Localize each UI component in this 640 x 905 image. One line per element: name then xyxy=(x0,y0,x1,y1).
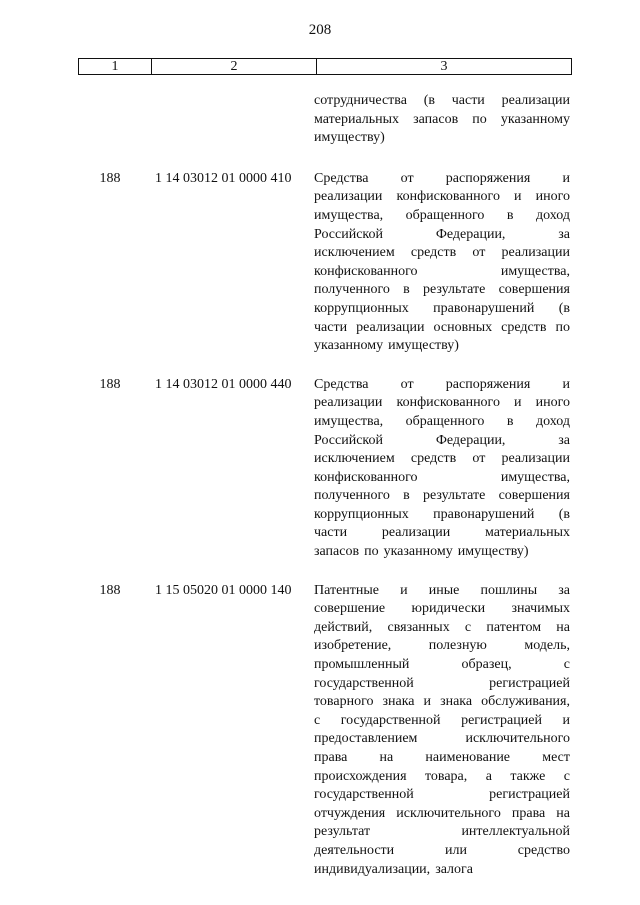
budget-code-cell: 1 14 03012 01 0000 410 xyxy=(155,170,292,186)
description-line: результат интеллектуальной xyxy=(314,824,570,840)
table-body xyxy=(0,92,640,899)
description-line: Российской Федерации, за xyxy=(314,226,570,242)
description-line: конфискованного имущества, xyxy=(314,263,570,279)
description-line: исключением средств от реализации xyxy=(314,451,570,467)
description-line: имущества, обращенного в доход xyxy=(314,207,570,223)
description-line: коррупционных правонарушений (в xyxy=(314,300,570,316)
description-line: промышленный образец, с xyxy=(314,657,570,673)
description-line: с государственной регистрацией и xyxy=(314,712,570,728)
budget-code-cell: 1 14 03012 01 0000 440 xyxy=(155,376,292,392)
table-row xyxy=(0,92,640,148)
description-line: реализации конфискованного и иного xyxy=(314,189,570,205)
description-line: запасов по указанному имуществу) xyxy=(314,544,529,560)
admin-code-cell: 188 xyxy=(99,376,121,392)
description-line: части реализации основных средств по xyxy=(314,319,570,335)
description-line: деятельности или средство xyxy=(314,842,570,858)
table-row xyxy=(0,582,640,880)
description-cell xyxy=(314,582,570,880)
description-line: материальных запасов по указанному xyxy=(314,111,570,127)
description-cell xyxy=(314,170,570,356)
description-line: коррупционных правонарушений (в xyxy=(314,506,570,522)
column-header-3: 3 xyxy=(440,59,448,74)
table-row xyxy=(0,376,640,562)
column-header-2: 2 xyxy=(152,59,317,74)
column-header-1: 1 xyxy=(79,59,152,74)
table-row xyxy=(0,170,640,356)
description-line: части реализации материальных xyxy=(314,525,570,541)
description-line: совершение юридически значимых xyxy=(314,601,570,617)
description-line: происхождения товара, а также с xyxy=(314,768,570,784)
description-line: конфискованного имущества, xyxy=(314,469,570,485)
description-cell xyxy=(314,92,570,148)
description-line: реализации конфискованного и иного xyxy=(314,395,570,411)
description-line: исключением средств от реализации xyxy=(314,245,570,261)
column-header-row xyxy=(78,58,572,75)
description-line: Российской Федерации, за xyxy=(314,432,570,448)
budget-code-cell: 1 15 05020 01 0000 140 xyxy=(155,582,292,598)
page-number: 208 xyxy=(308,22,332,38)
description-line: полученного в результате совершения xyxy=(314,282,570,298)
description-line: Средства от распоряжения и xyxy=(314,376,570,392)
description-line: предоставлением исключительного xyxy=(314,731,570,747)
description-line: имущества, обращенного в доход xyxy=(314,413,570,429)
description-line: Средства от распоряжения и xyxy=(314,170,570,186)
description-line: Патентные и иные пошлины за xyxy=(314,582,570,598)
description-cell xyxy=(314,376,570,562)
description-line: действий, связанных с патентом на xyxy=(314,619,570,635)
description-line: государственной регистрацией xyxy=(314,675,570,691)
admin-code-cell: 188 xyxy=(99,170,121,186)
description-line: права на наименование мест xyxy=(314,750,570,765)
admin-code-cell: 188 xyxy=(99,582,121,598)
description-line: указанному имуществу) xyxy=(314,338,459,354)
description-line: государственной регистрацией xyxy=(314,787,570,803)
description-line: товарного знака и знака обслуживания, xyxy=(314,694,570,710)
description-line: сотрудничества (в части реализации xyxy=(314,93,570,108)
description-line: полученного в результате совершения xyxy=(314,488,570,504)
description-line: отчуждения исключительного права на xyxy=(314,805,570,821)
description-line: имуществу) xyxy=(314,130,385,146)
description-line: изобретение, полезную модель, xyxy=(314,638,570,654)
description-line: индивидуализации, залога xyxy=(314,861,473,877)
